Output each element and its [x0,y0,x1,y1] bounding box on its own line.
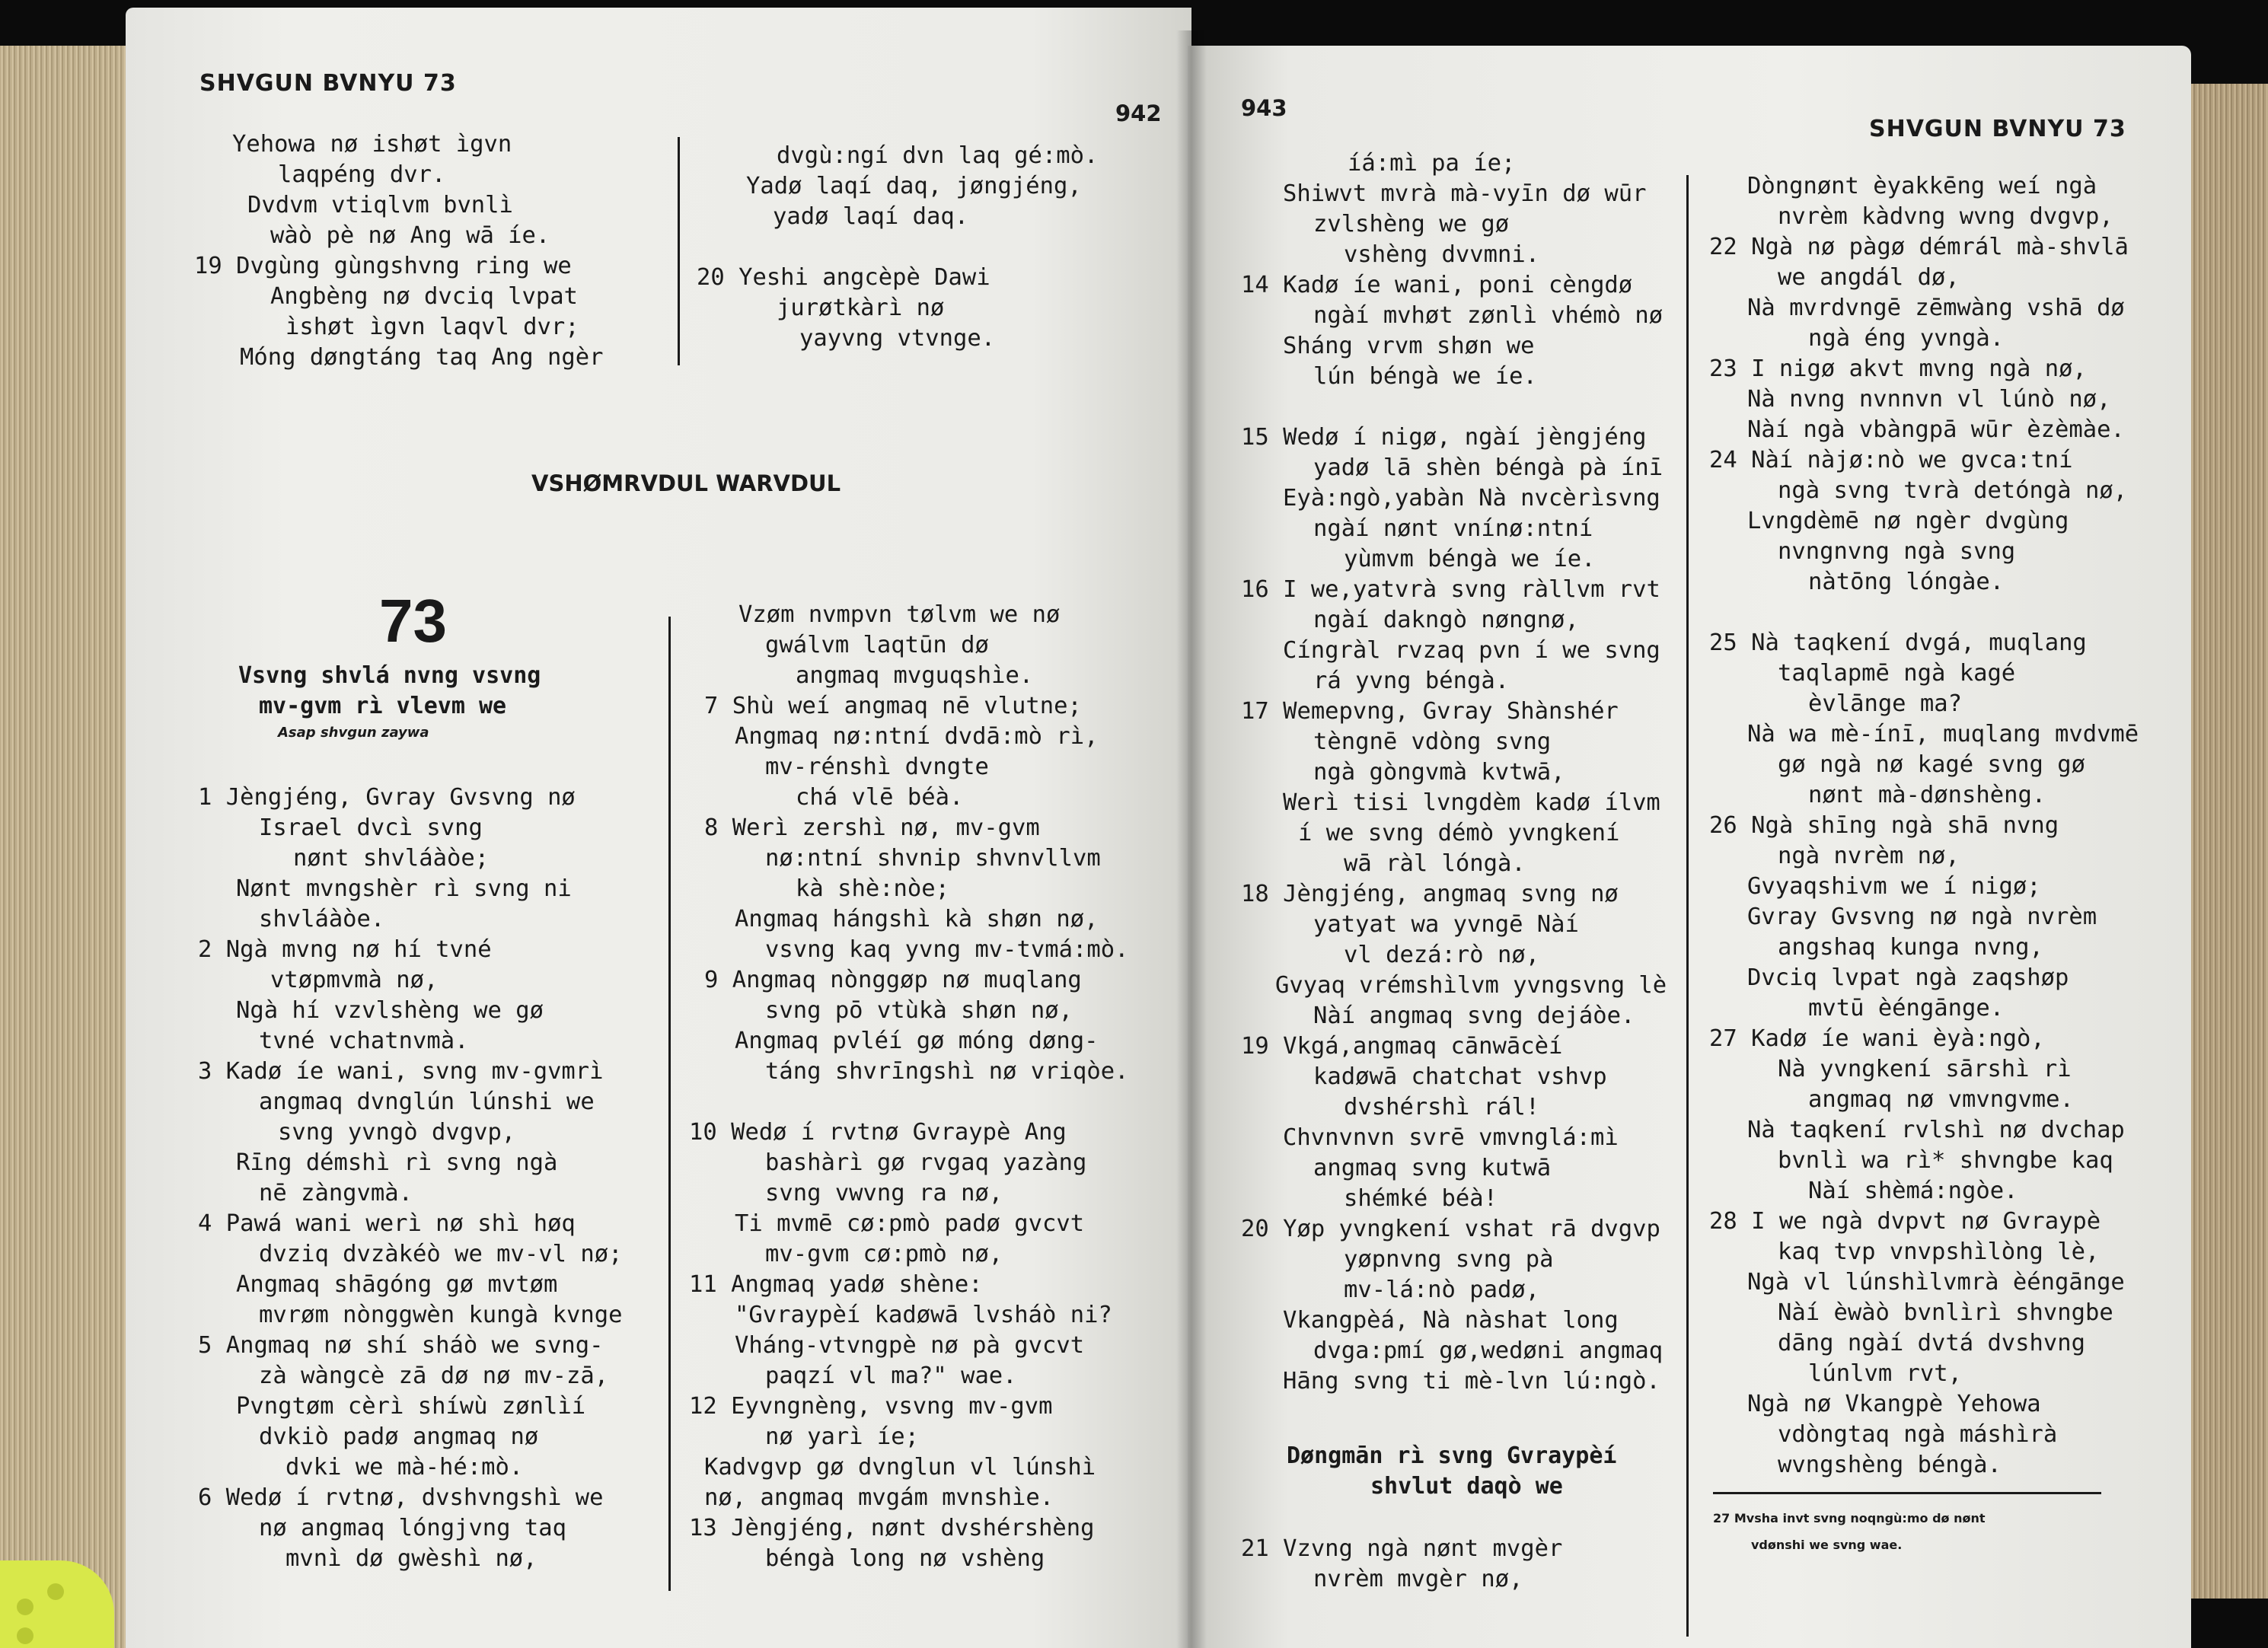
verse-line: wàò pè nø Ang wā íe. [270,222,550,249]
verse-line: 7 Shù weí angmaq nē vlutne; [704,693,1082,719]
verse-line: Vháng-vtvngpè nø pà gvcvt [735,1332,1085,1359]
verse-line: 8 Werì zershì nø, mv-gvm [704,814,1040,841]
verse-line: yøpnvng svng pà [1344,1246,1554,1273]
verse-line: Hāng svng ti mè-lvn lú:ngò. [1283,1368,1660,1395]
verse-line: nvngnvng ngà svng [1778,538,2016,565]
verse-line: ngà svng tvrà detóngà nø, [1778,477,2128,504]
verse-line: Nàí èwàò bvnlìrì shvngbe [1778,1299,2113,1326]
verse-line: Sháng vrvm shøn we [1283,333,1535,359]
verse-line: Kadvgvp gø dvnglun vl lúnshì [704,1454,1096,1481]
verse-line: angshaq kunga nvng, [1778,934,2043,961]
verse-line: wvngshèng béngà. [1778,1452,2002,1478]
verse-line: nø:ntní shvnip shvnvllvm [765,845,1101,872]
page-number-left: 942 [1115,100,1162,126]
verse-line: Nønt mvngshèr rì svng ni [236,875,572,902]
verse-line: vtøpmvmà nø, [270,967,439,993]
verse-line: svng yvngò dvgvp, [278,1119,516,1146]
verse-line: ngà nvrèm nø, [1778,843,1960,869]
verse-line: nàtōng lóngàe. [1808,569,2005,595]
verse-line: mvtū èéngānge. [1808,995,2005,1022]
verse-line: zvlshèng we gø [1313,211,1510,237]
column-divider-right-page [1686,175,1689,1637]
verse-line: 17 Wemepvng, Gvray Shànshér [1241,698,1619,725]
sub-heading-line-2: shvlut daqò we [1370,1473,1563,1500]
verse-line: Nà taqkení rvlshì nø dvchap [1747,1117,2125,1143]
verse-line: 15 Wedø í nigø, ngàí jèngjéng [1241,424,1647,451]
dot-icon [17,1627,33,1644]
verse-line: Israel dvcì svng [259,814,483,841]
verse-line: mvrøm nònggwèn kungà kvnge [259,1302,623,1328]
verse-line: ngàí dakngò nøngnø, [1313,607,1579,633]
verse-line: nø yarì íe; [765,1423,919,1450]
verse-line: taqlapmē ngà kagé [1778,660,2016,687]
verse-line: paqzí vl ma?" wae. [765,1363,1017,1389]
psalm-title-line-1: Vsvng shvlá nvng vsvng [238,662,541,689]
sub-heading-line-1: Døngmān rì svng Gvraypèí [1287,1442,1617,1469]
column-divider-bottom [668,617,671,1591]
verse-line: svng vwvng ra nø, [765,1180,1003,1207]
verse-line: Angmaq shāgóng gø mvtøm [236,1271,558,1298]
verse-line: vl dezá:rò nø, [1344,942,1540,968]
verse-line: rá yvng béngà. [1313,668,1510,694]
verse-line: vsvng kaq yvng mv-tvmá:mò. [765,936,1129,963]
verse-line: dvgù:ngí dvn laq gé:mò. [777,142,1099,169]
verse-line: Dòngnønt èyakkēng weí ngà [1747,173,2097,199]
verse-line: we angdál dø, [1778,264,1960,291]
verse-line: dvkiò padø angmaq nø [259,1423,539,1450]
footnote-rule [1713,1492,2101,1494]
verse-line: Ti mvmē cø:pmò padø gvcvt [735,1210,1085,1237]
verse-line: mv-rénshì dvngte [765,754,989,780]
running-head-left: SHVGUN BVNYU 73 [199,70,457,97]
verse-line: 3 Kadø íe wani, svng mv-gvmrì [198,1058,604,1085]
verse-line: Vzøm nvmpvn tølvm we nø [738,601,1061,628]
verse-line: yatyat wa yvngē Nàí [1313,911,1579,938]
verse-line: dvshérshì rál! [1344,1094,1540,1120]
verse-line: Nà yvngkení sārshì rì [1778,1056,2072,1082]
verse-line: Dvciq lvpat ngà zaqshøp [1747,964,2069,991]
verse-line: nvrèm mvgèr nø, [1313,1566,1523,1592]
right-page [1188,46,2191,1648]
verse-line: angmaq dvnglún lúnshi we [259,1089,595,1115]
psalm-title-line-2: mv-gvm rì vlevm we [259,693,507,719]
verse-line: Gvray Gvsvng nø ngà nvrèm [1747,904,2097,930]
verse-line: gø ngà nø kagé svng gø [1778,751,2085,778]
verse-line: angmaq mvguqshìe. [796,662,1034,689]
verse-line: Nàí shèmá:ngòe. [1808,1178,2018,1204]
verse-line: Angbèng nø dvciq lvpat [270,283,578,310]
verse-line: 16 I we,yatvrà svng ràllvm rvt [1241,576,1660,603]
verse-line: Angmaq nø:ntní dvdā:mò rì, [735,723,1099,750]
book-page-edges-left [0,46,133,1648]
verse-line: yadø laqí daq. [773,203,969,230]
verse-line: kadøwā chatchat vshvp [1313,1063,1607,1090]
verse-line: 25 Nà taqkení dvgá, muqlang [1709,630,2087,656]
verse-line: Shiwvt mvrà mà-vyīn dø wūr [1283,180,1647,207]
verse-line: Angmaq hángshì kà shøn nø, [735,906,1099,932]
verse-line: Chvnvnvn svrē vmvnglá:mì [1283,1124,1619,1151]
psalm-attribution: Asap shvgun zaywa [278,725,429,741]
verse-line: 4 Pawá wani werì nø shì høq [198,1210,576,1237]
verse-line: 2 Ngà mvng nø hí tvné [198,936,492,963]
verse-line: Vkangpèá, Nà nàshat long [1283,1307,1619,1334]
verse-line: 18 Jèngjéng, angmaq svng nø [1241,881,1619,907]
verse-line: yadø lā shèn béngà pà ínī [1313,454,1664,481]
verse-line: 26 Ngà shīng ngà shā nvng [1709,812,2059,839]
verse-line: Yadø laqí daq, jøngjéng, [746,173,1082,199]
verse-line: nønt mà-dønshèng. [1808,782,2046,808]
verse-line: 1 Jèngjéng, Gvray Gvsvng nø [198,784,576,811]
dot-icon [47,1583,64,1600]
verse-line: 9 Angmaq nònggøp nø muqlang [704,967,1082,993]
book-gutter-shadow [1176,30,1207,1648]
verse-line: lún béngà we íe. [1313,363,1537,390]
page-number-right: 943 [1241,95,1287,121]
verse-line: shvláàòe. [259,906,385,932]
verse-line: Nàí ngà vbàngpā wūr èzèmàe. [1747,416,2125,443]
verse-line: Nà wa mè-ínī, muqlang mvdvmē [1747,721,2139,747]
verse-line: kaq tvp vnvpshìlòng lè, [1778,1238,2100,1265]
verse-line: bashàrì gø rvgaq yazàng [765,1149,1087,1176]
verse-line: yùmvm béngà we íe. [1344,546,1596,572]
verse-line: angmaq svng kutwā [1313,1155,1552,1181]
verse-line: Ngà vl lúnshìlvmrà èéngānge [1747,1269,2125,1296]
verse-line: 20 Yøp yvngkení vshat rā dvgvp [1241,1216,1660,1242]
verse-line: Rīng démshì rì svng ngà [236,1149,558,1176]
verse-line: chá vlē béà. [796,784,964,811]
verse-line: bvnlì wa rì* shvngbe kaq [1778,1147,2113,1174]
verse-line: dvziq dvzàkéò we mv-vl nø; [259,1241,623,1267]
verse-line: ngàí mvhøt zønlì vhémò nø [1313,302,1664,329]
verse-line: íá:mì pa íe; [1348,150,1516,177]
verse-line: dvki we mà-hé:mò. [285,1454,524,1481]
footnote-line-2: vdønshi we svng wae. [1751,1538,1903,1552]
verse-line: nē zàngvmà. [259,1180,413,1207]
verse-line: dvga:pmí gø,wedøni angmaq [1313,1337,1664,1364]
verse-line: dāng ngàí dvtá dvshvng [1778,1330,2085,1356]
verse-line: ngà éng yvngà. [1808,325,2005,352]
verse-line: Lvngdèmē nø ngèr dvgùng [1747,508,2069,534]
verse-line: 19 Vkgá,angmaq cānwācèí [1241,1033,1563,1060]
verse-line: Yehowa nø ishøt ìgvn [232,131,512,158]
verse-line: nønt shvláàòe; [293,845,490,872]
verse-line: tvné vchatnvmà. [259,1028,469,1054]
verse-line: zà wàngcè zā dø nø mv-zā, [259,1363,609,1389]
verse-line: 24 Nàí nàjø:nò we gvca:tní [1709,447,2073,473]
verse-line: Dvdvm vtiqlvm bvnlì [247,192,513,218]
verse-line: 19 Dvgùng gùngshvng ring we [194,253,572,279]
verse-line: vshèng dvvmni. [1344,241,1540,268]
verse-line: mvnì dø gwèshì nø, [285,1545,537,1572]
verse-line: Móng døngtáng taq Ang ngèr [240,344,604,371]
verse-line: Nà mvrdvngē zēmwàng vshā dø [1747,295,2125,321]
verse-line: 6 Wedø í rvtnø, dvshvngshì we [198,1484,604,1511]
footnote-line-1: 27 Mvsha invt svng noqngù:mo dø nønt [1713,1511,1986,1525]
verse-line: Cíngràl rvzaq pvn í we svng [1283,637,1660,664]
verse-line: Werì tisi lvngdèm kadø ílvm [1283,789,1660,816]
verse-line: Nà nvng nvnnvn vl lúnò nø, [1747,386,2111,413]
verse-line: shémké béà! [1344,1185,1498,1212]
verse-line: gwálvm laqtūn dø [765,632,989,658]
verse-line: Eyà:ngò,yabàn Nà nvcèrìsvng [1283,485,1660,512]
verse-line: nø angmaq lóngjvng taq [259,1515,566,1541]
verse-line: Angmaq pvléí gø móng døng- [735,1028,1099,1054]
psalm-number: 73 [379,587,447,655]
verse-line: vdòngtaq ngà máshìrà [1778,1421,2058,1448]
verse-line: 20 Yeshi angcèpè Dawi [697,264,990,291]
verse-line: wā ràl lóngà. [1344,850,1526,877]
verse-line: 12 Eyvngnèng, vsvng mv-gvm [689,1393,1053,1420]
verse-line: ìshøt ìgvn laqvl dvr; [285,314,579,340]
verse-line: 22 Ngà nø pàgø démrál mà-shvlā [1709,234,2129,260]
verse-line: 23 I nigø akvt mvng ngà nø, [1709,355,2087,382]
verse-line: ngàí nønt vnínø:ntní [1313,515,1593,542]
left-page [126,8,1191,1648]
verse-line: táng shvrīngshì nø vriqòe. [765,1058,1129,1085]
verse-line: béngà long nø vshèng [765,1545,1045,1572]
verse-line: nvrèm kàdvng wvng dvgvp, [1778,203,2113,230]
verse-line: lúnlvm rvt, [1808,1360,1962,1387]
verse-line: mv-lá:nò padø, [1344,1277,1540,1303]
verse-line: 10 Wedø í rvtnø Gvraypè Ang [689,1119,1067,1146]
verse-line: jurøtkàrì nø [777,295,945,321]
verse-line: Nàí angmaq svng dejáòe. [1313,1003,1635,1029]
verse-line: "Gvraypèí kadøwā lvsháò ni? [735,1302,1112,1328]
running-head-right: SHVGUN BVNYU 73 [1869,116,2126,142]
verse-line: 5 Angmaq nø shí sháò we svng- [198,1332,604,1359]
verse-line: tèngnē vdòng svng [1313,728,1552,755]
column-divider-top [678,137,680,365]
verse-line: angmaq nø vmvngvme. [1808,1086,2074,1113]
verse-line: Ngà hí vzvlshèng we gø [236,997,544,1024]
verse-line: svng pō vtùkà shøn nø, [765,997,1073,1024]
verse-line: Pvngtøm cèrì shíwù zønlìí [236,1393,586,1420]
verse-line: 27 Kadø íe wani èyà:ngò, [1709,1025,2045,1052]
verse-line: 14 Kadø íe wani, poni cèngdø [1241,272,1633,298]
verse-line: mv-gvm cø:pmò nø, [765,1241,1003,1267]
verse-line: Ngà nø Vkangpè Yehowa [1747,1391,2041,1417]
book-page-edges-right [2185,84,2268,1599]
verse-line: 21 Vzvng ngà nønt mvgèr [1241,1535,1563,1562]
verse-line: ngà gòngvmà kvtwā, [1313,759,1565,786]
verse-line: í we svng démò yvngkení [1298,820,1620,846]
verse-line: èvlānge ma? [1808,690,1962,717]
verse-line: Gvyaqshivm we í nigø; [1747,873,2041,900]
dot-icon [17,1599,33,1615]
verse-line: laqpéng dvr. [278,161,446,188]
verse-line: 11 Angmaq yadø shène: [689,1271,983,1298]
verse-line: 13 Jèngjéng, nønt dvshérshèng [689,1515,1095,1541]
verse-line: 28 I we ngà dvpvt nø Gvraypè [1709,1208,2101,1235]
section-heading: VSHØMRVDUL WARVDUL [531,470,841,496]
verse-line: Gvyaq vrémshìlvm yvngsvng lè [1275,972,1667,999]
verse-line: kà shè:nòe; [796,875,949,902]
verse-line: yayvng vtvnge. [799,325,996,352]
verse-line: nø, angmaq mvgám mvnshìe. [704,1484,1054,1511]
